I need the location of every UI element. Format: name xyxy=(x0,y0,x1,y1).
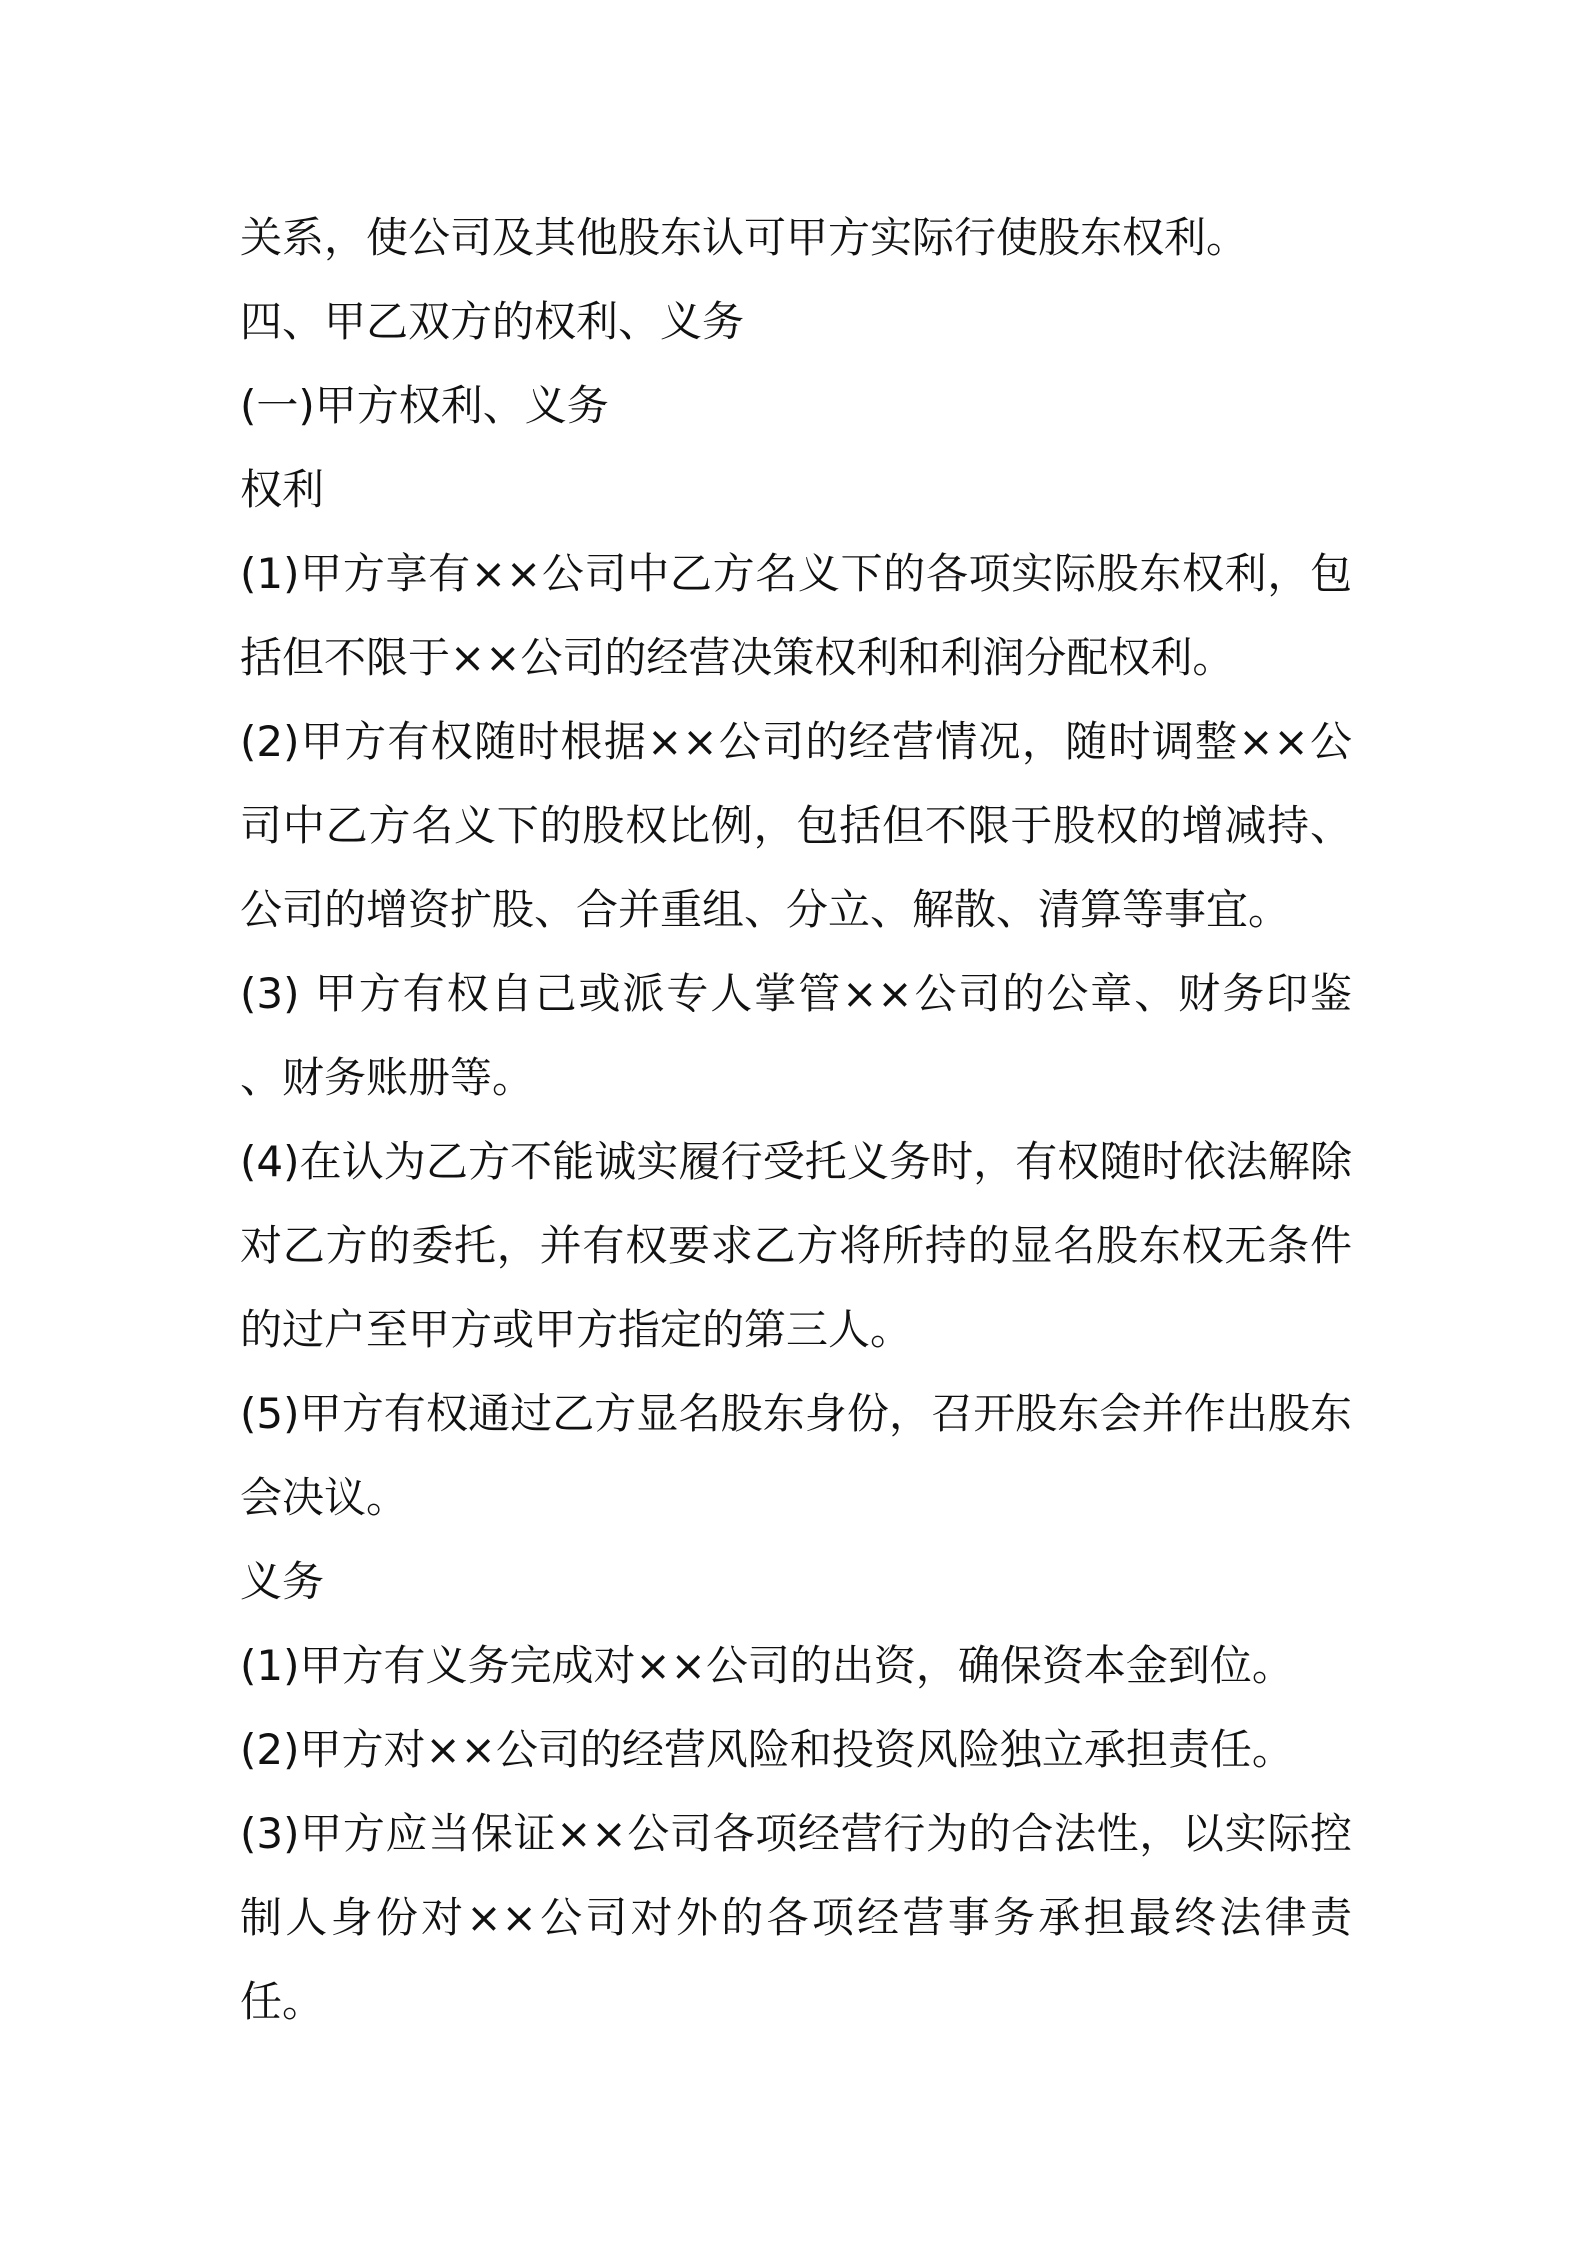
rights-item-4-line-3: 的过户至甲方或甲方指定的第三人。 xyxy=(240,1305,913,1354)
obligations-item-3-line-1: (3)甲方应当保证××公司各项经营行为的合法性，以实际控 xyxy=(240,1809,1352,1858)
section-heading-rights-obligations: 四、甲乙双方的权利、义务 xyxy=(240,297,745,346)
rights-item-2-line-2: 司中乙方名义下的股权比例，包括但不限于股权的增减持、 xyxy=(240,801,1352,850)
subsection-heading-party-a: (一)甲方权利、义务 xyxy=(240,381,609,430)
rights-item-4-line-2: 对乙方的委托，并有权要求乙方将所持的显名股东权无条件 xyxy=(240,1221,1352,1270)
heading-rights: 权利 xyxy=(240,465,325,514)
rights-item-3-line-1: (3) 甲方有权自己或派专人掌管××公司的公章、财务印鉴 xyxy=(240,969,1352,1018)
obligations-item-1: (1)甲方有义务完成对××公司的出资，确保资本金到位。 xyxy=(240,1641,1294,1690)
rights-item-5-line-2: 会决议。 xyxy=(240,1473,409,1522)
rights-item-2-line-1: (2)甲方有权随时根据××公司的经营情况，随时调整××公 xyxy=(240,717,1352,766)
rights-item-5-line-1: (5)甲方有权通过乙方显名股东身份，召开股东会并作出股东 xyxy=(240,1389,1352,1438)
document-body xyxy=(240,196,1352,2044)
heading-obligations: 义务 xyxy=(240,1557,325,1606)
rights-item-2-line-3: 公司的增资扩股、合并重组、分立、解散、清算等事宜。 xyxy=(240,885,1291,934)
rights-item-1-line-2: 括但不限于××公司的经营决策权利和利润分配权利。 xyxy=(240,633,1235,682)
rights-item-4-line-1: (4)在认为乙方不能诚实履行受托义务时，有权随时依法解除 xyxy=(240,1137,1352,1186)
obligations-item-3-line-3: 任。 xyxy=(240,1977,325,2026)
obligations-item-2: (2)甲方对××公司的经营风险和投资风险独立承担责任。 xyxy=(240,1725,1294,1774)
rights-item-3-line-2: 、财务账册等。 xyxy=(240,1053,535,1102)
paragraph-line-1: 关系，使公司及其他股东认可甲方实际行使股东权利。 xyxy=(240,213,1249,262)
obligations-item-3-line-2: 制人身份对××公司对外的各项经营事务承担最终法律责 xyxy=(240,1893,1352,1942)
rights-item-1-line-1: (1)甲方享有××公司中乙方名义下的各项实际股东权利，包 xyxy=(240,549,1352,598)
